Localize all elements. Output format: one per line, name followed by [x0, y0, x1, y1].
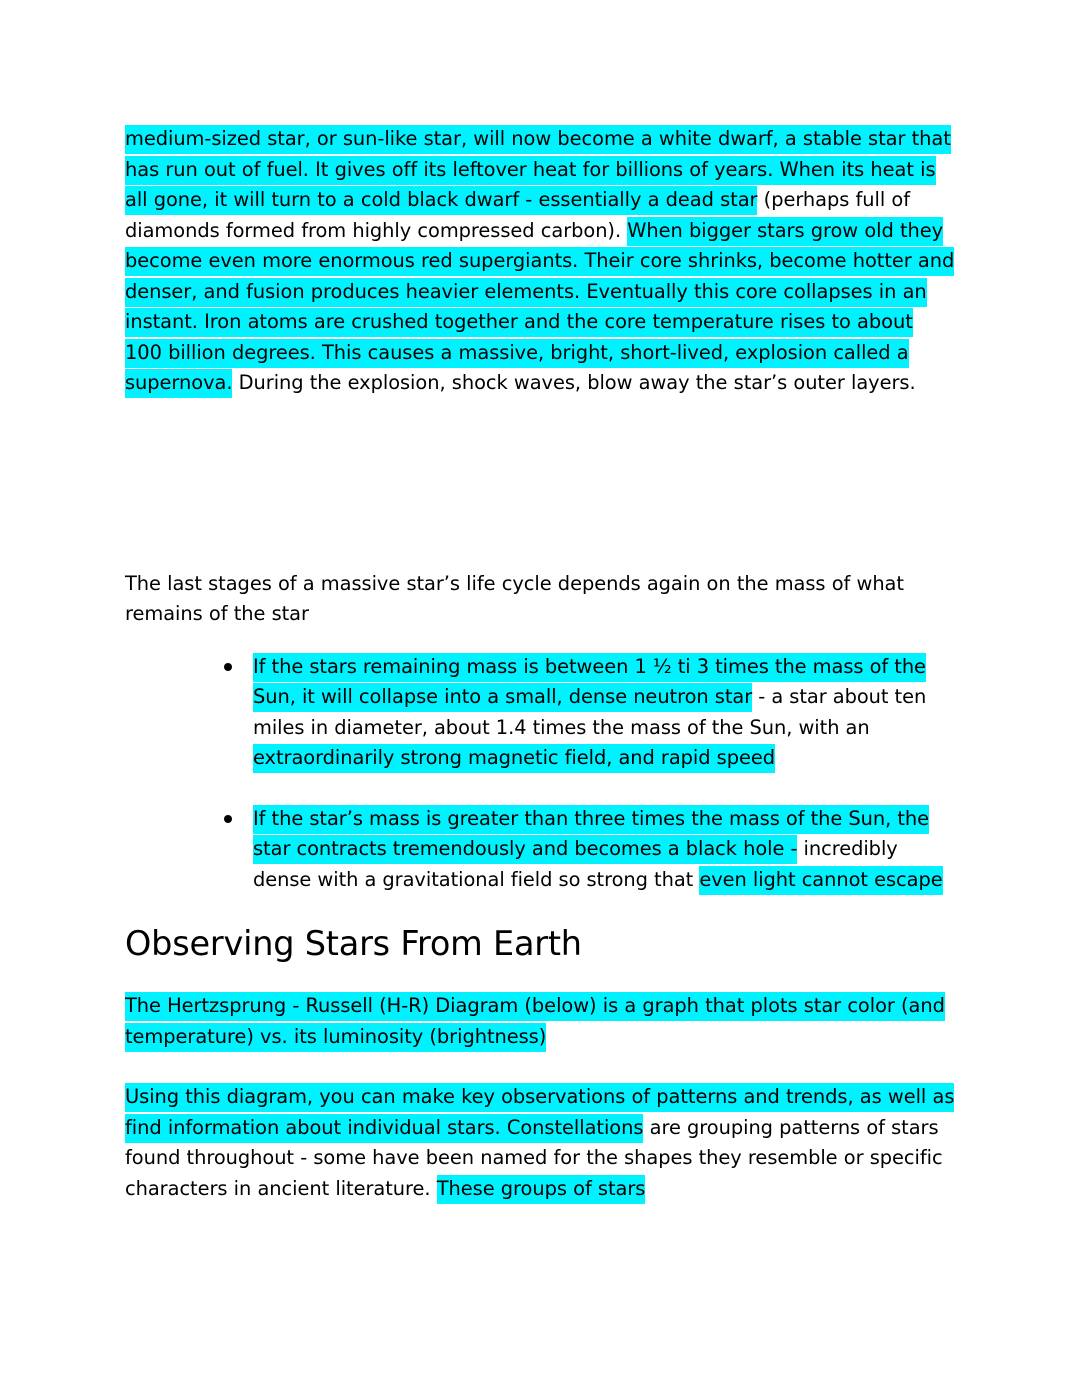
observing-stars-heading: Observing Stars From Earth: [125, 924, 582, 963]
star-remnant-list: [125, 652, 955, 896]
plain-text-run: - a star about ten miles in diameter, about 1.4 times the mass of the Sun, with an: [253, 685, 927, 739]
highlighted-text-run: The Hertzsprung - Russell (H-R) Diagram (below) is a graph that plots star color (and temperature) vs. its luminosity (brightness): [125, 992, 945, 1052]
highlighted-text-run: When bigger stars grow old they become even more enormous red supergiants. Their core shrinks, become hotter and denser, and fusion produces heavier elements. Eventually this core collapses in an instant. Iron atoms are crushed together and the core temperature rises to about 100 billion degrees. This causes a massive, bright, short-lived, explosion called a supernova.: [125, 217, 954, 399]
spacer-before-heading: [125, 895, 955, 923]
bullet-dot-icon: [224, 663, 232, 671]
black-hole-bullet: [125, 804, 955, 896]
plain-text-run: The last stages of a massive star’s life cycle depends again on the mass of what remains of the star: [125, 571, 904, 625]
paragraph-spacer-large: [125, 399, 955, 569]
highlighted-text-run: even light cannot escape: [699, 866, 942, 895]
plain-text-run: incredibly dense with a gravitational field so strong that: [253, 837, 898, 891]
document-content: [125, 124, 955, 1204]
black-hole-bullet-text: [253, 805, 943, 895]
spacer-after-heading: [125, 965, 955, 991]
highlighted-text-run: extraordinarily strong magnetic field, and rapid speed: [253, 744, 775, 773]
highlighted-text-run: If the star’s mass is greater than three times the mass of the Sun, the star contracts tremendously and becomes a black hole -: [253, 805, 929, 865]
plain-text-run: (perhaps full of diamonds formed from highly compressed carbon).: [125, 188, 911, 242]
hr-diagram-paragraph: [125, 991, 955, 1052]
last-stages-paragraph: [125, 569, 955, 630]
highlighted-text-run: Using this diagram, you can make key observations of patterns and trends, as well as find information about individual stars. Constellations: [125, 1083, 954, 1143]
highlighted-text-run: medium-sized star, or sun-like star, will now become a white dwarf, a stable star that has run out of fuel. It gives off its leftover heat for billions of years. When its heat is all gone, it will turn to a cold black dwarf - essentially a dead star: [125, 125, 951, 215]
highlighted-text-run: These groups of stars: [437, 1175, 646, 1204]
constellations-paragraph: [125, 1082, 955, 1204]
bullet-dot-icon: [224, 815, 232, 823]
plain-text-run: During the explosion, shock waves, blow away the star’s outer layers.: [232, 371, 916, 394]
paragraph-spacer-before-list: [125, 630, 955, 652]
highlighted-text-run: If the stars remaining mass is between 1 ½ ti 3 times the mass of the Sun, it will collapse into a small, dense neutron star: [253, 653, 926, 713]
star-death-paragraph: [125, 124, 955, 399]
neutron-star-bullet-text: [253, 653, 926, 774]
neutron-star-bullet: [125, 652, 955, 774]
spacer-between-paragraphs: [125, 1052, 955, 1082]
plain-text-run: are grouping patterns of stars found throughout - some have been named for the shapes they resemble or specific characters in ancient literature.: [125, 1115, 943, 1200]
